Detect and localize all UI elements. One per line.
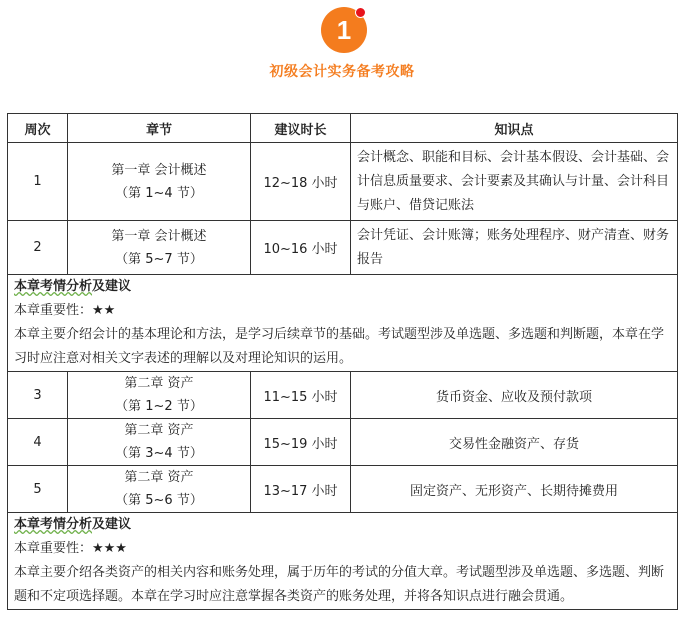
analysis-heading-rest: 及建议 xyxy=(92,279,132,294)
analysis-body: 本章主要介绍各类资产的相关内容和账务处理，属于历年的考试的分值大章。考试题型涉及单选题、多选题、判断题和不定项选择题。本章在学习时应注意掌握各类资产的账务处理，并将各知识点进行融会贯通。 xyxy=(14,565,665,604)
chapter-range: （第 3~4 节） xyxy=(115,446,203,461)
table-row xyxy=(8,372,678,419)
chapter-cell xyxy=(68,466,251,513)
knowledge-cell: 固定资产、无形资产、长期待摊费用 xyxy=(351,466,678,513)
chapter-cell xyxy=(68,143,251,221)
analysis-body: 本章主要介绍会计的基本理论和方法，是学习后续章节的基础。考试题型涉及单选题、多选题和判断题，本章在学习时应注意对相关文字表述的理解以及对理论知识的运用。 xyxy=(14,327,665,366)
table-row xyxy=(8,419,678,466)
analysis-heading-underlined: 本章考情分析 xyxy=(14,517,93,532)
week-cell: 3 xyxy=(8,372,68,419)
knowledge-cell: 会计概念、职能和目标、会计基本假设、会计基础、会计信息质量要求、会计要素及其确认与计量、会计科目与账户、借贷记账法 xyxy=(351,143,678,221)
table-header-row xyxy=(8,114,678,143)
chapter-cell xyxy=(68,419,251,466)
table-row xyxy=(8,143,678,221)
header-week: 周次 xyxy=(8,114,68,143)
duration-cell: 11~15 小时 xyxy=(251,372,351,419)
knowledge-cell: 交易性金融资产、存货 xyxy=(351,419,678,466)
header-duration: 建议时长 xyxy=(251,114,351,143)
analysis-heading-underlined: 本章考情分析 xyxy=(14,279,93,294)
study-plan-table xyxy=(7,113,678,610)
table-row xyxy=(8,466,678,513)
chapter-title: 第二章 资产 xyxy=(124,423,194,438)
chapter-range: （第 1~2 节） xyxy=(115,399,203,414)
chapter-cell xyxy=(68,221,251,275)
chapter-title: 第二章 资产 xyxy=(124,470,194,485)
duration-cell: 10~16 小时 xyxy=(251,221,351,275)
week-cell: 2 xyxy=(8,221,68,275)
chapter-title: 第一章 会计概述 xyxy=(111,228,207,244)
chapter-range: （第 5~7 节） xyxy=(115,251,203,267)
duration-cell: 12~18 小时 xyxy=(251,143,351,221)
analysis-row xyxy=(8,275,678,372)
chapter-title: 第二章 资产 xyxy=(124,376,194,391)
week-cell: 4 xyxy=(8,419,68,466)
week-cell: 5 xyxy=(8,466,68,513)
chapter-title: 第一章 会计概述 xyxy=(111,162,207,178)
analysis-row xyxy=(8,513,678,610)
analysis-heading xyxy=(14,275,671,299)
knowledge-cell: 会计凭证、会计账簿；账务处理程序、财产清查、财务报告 xyxy=(351,221,678,275)
duration-cell: 15~19 小时 xyxy=(251,419,351,466)
chapter-analysis xyxy=(8,513,678,610)
notification-dot-icon xyxy=(355,7,366,18)
page-title: 初级会计实务备考攻略 xyxy=(269,64,415,80)
duration-cell: 13~17 小时 xyxy=(251,466,351,513)
chapter-cell xyxy=(68,372,251,419)
analysis-heading xyxy=(14,513,671,537)
chapter-range: （第 1~4 节） xyxy=(115,185,203,201)
chapter-analysis xyxy=(8,275,678,372)
table-row xyxy=(8,221,678,275)
header-chapter: 章节 xyxy=(68,114,251,143)
knowledge-cell: 货币资金、应收及预付款项 xyxy=(351,372,678,419)
week-cell: 1 xyxy=(8,143,68,221)
importance-rating: 本章重要性：★★★ xyxy=(14,541,127,556)
analysis-heading-rest: 及建议 xyxy=(92,517,132,532)
header-knowledge: 知识点 xyxy=(351,114,678,143)
step-number: 1 xyxy=(336,15,352,45)
chapter-range: （第 5~6 节） xyxy=(115,493,203,508)
importance-rating: 本章重要性：★★ xyxy=(14,303,116,318)
